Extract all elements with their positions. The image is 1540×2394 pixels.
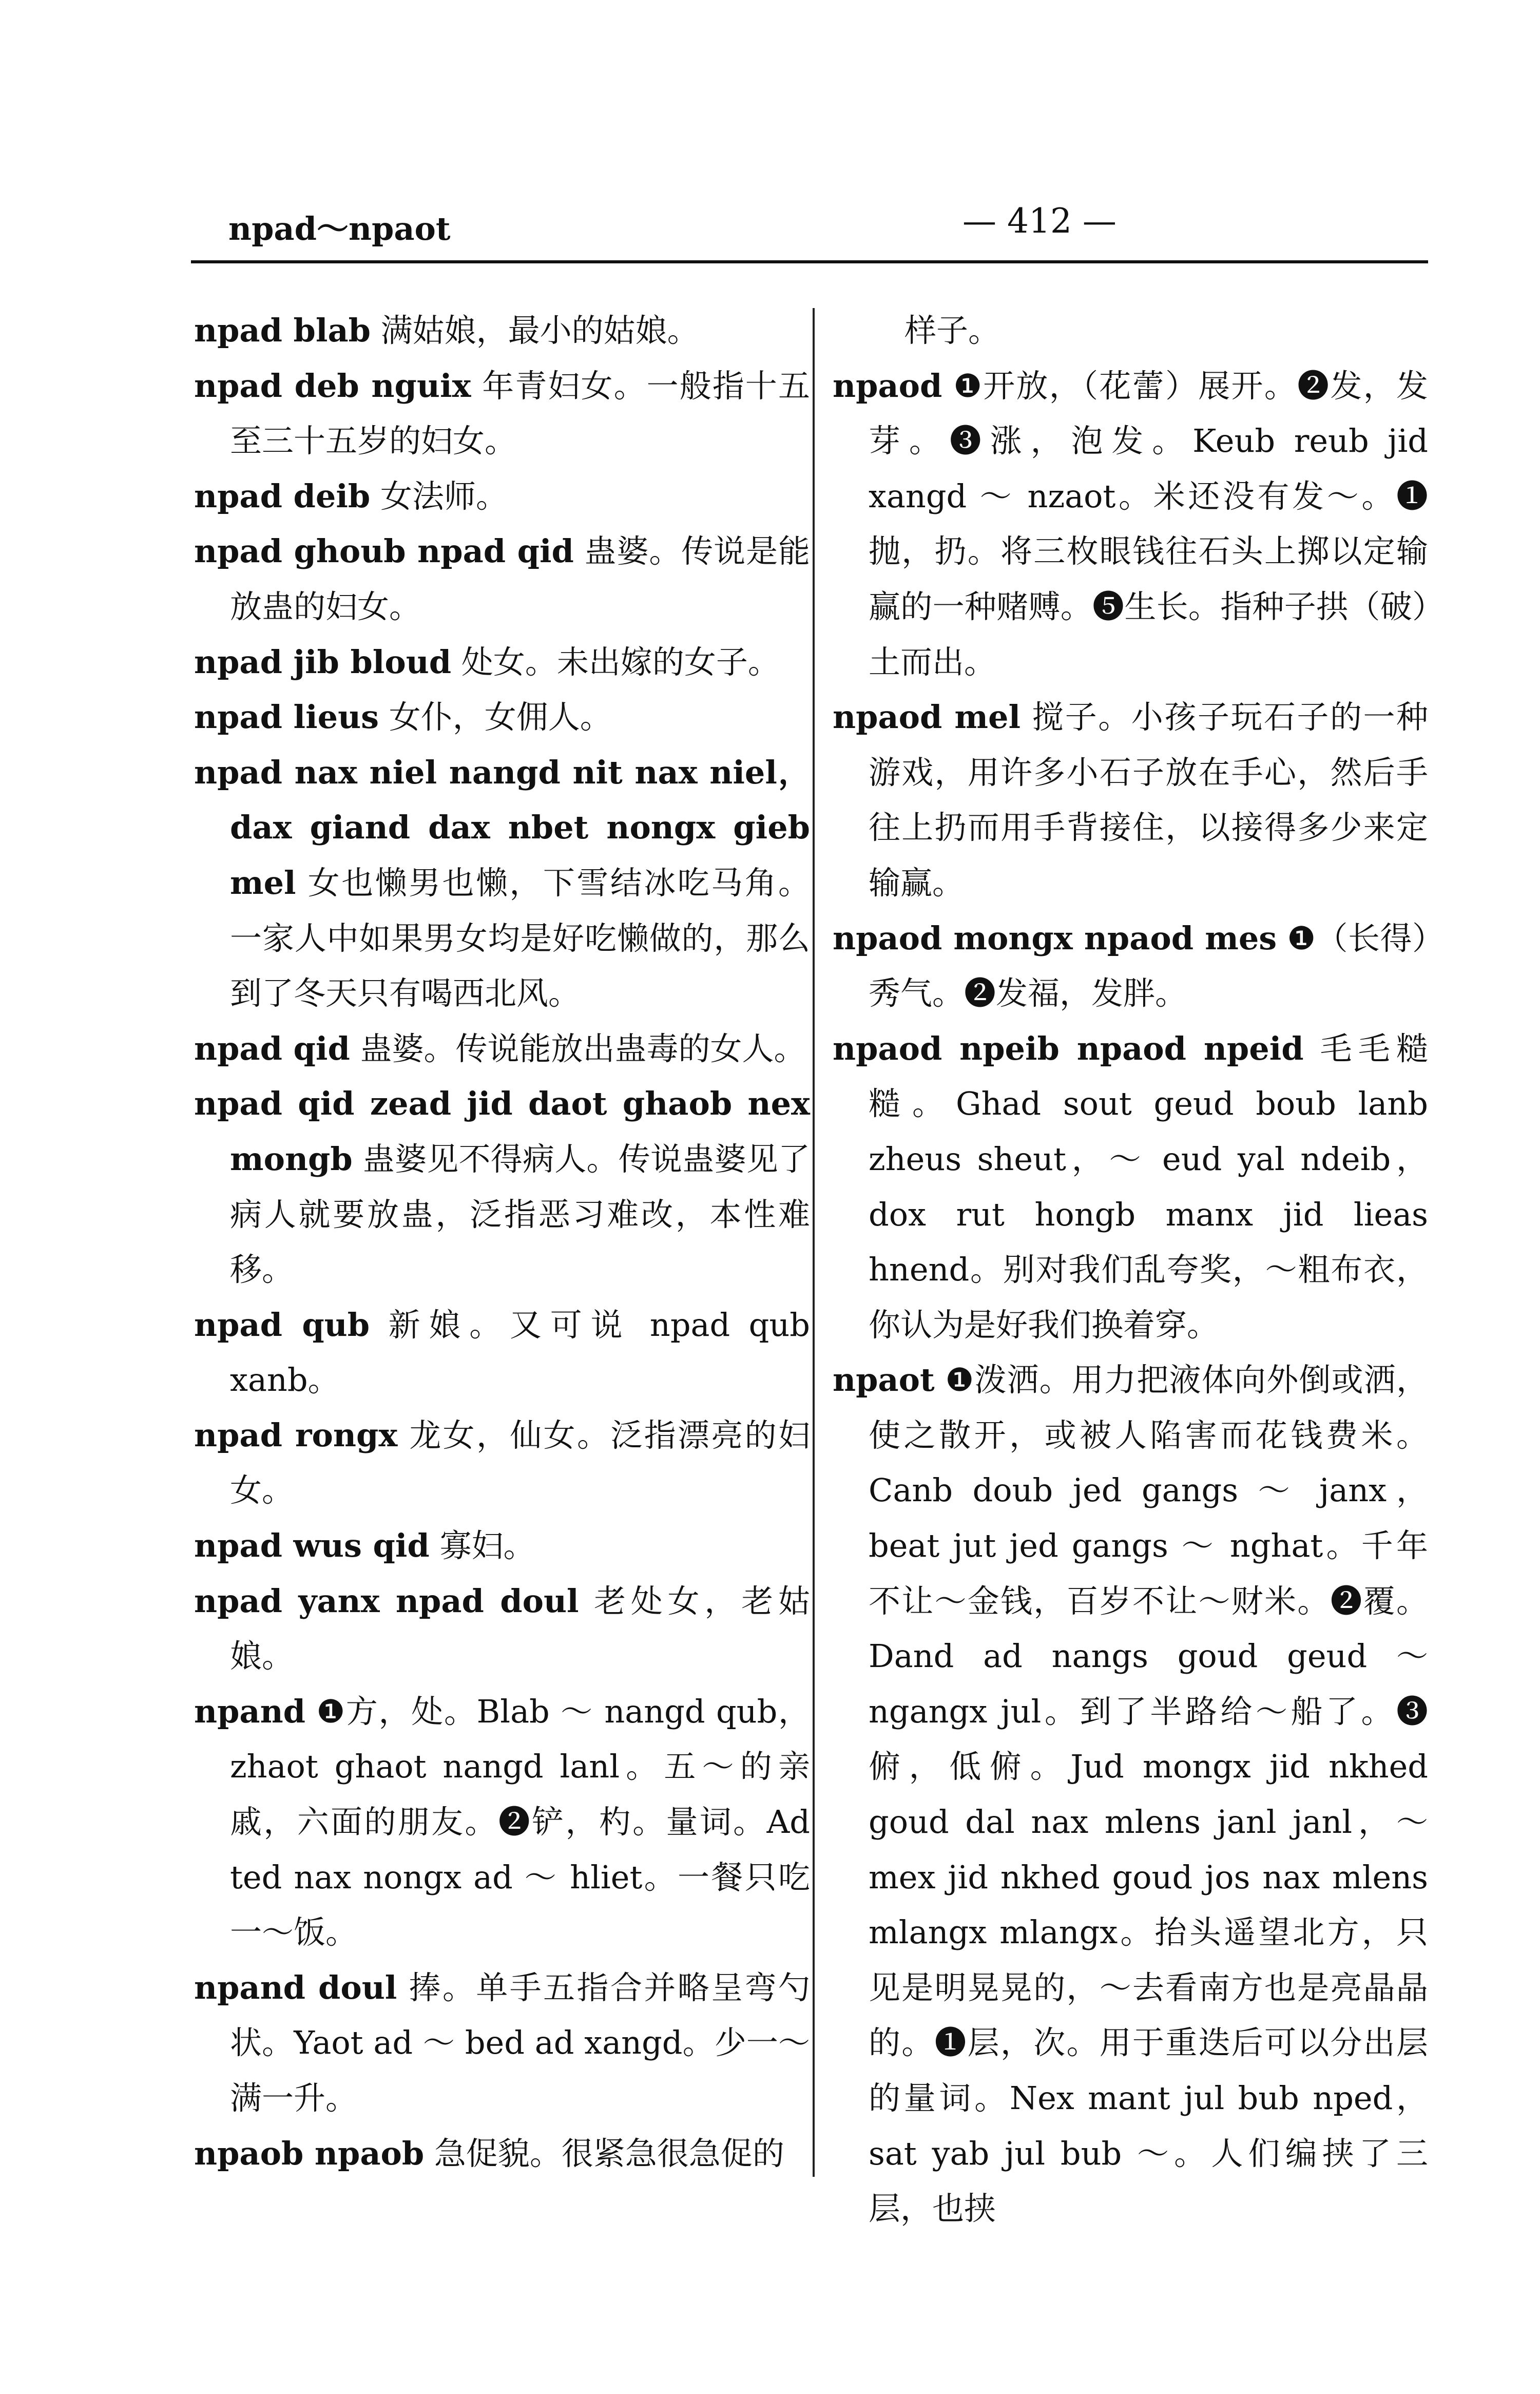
left-column (194, 303, 810, 2181)
header-rule (191, 260, 1428, 263)
dictionary-entry (194, 635, 810, 690)
headword: npad lieus (194, 698, 379, 736)
dictionary-entry (194, 524, 810, 634)
definition: ❶开放，（花蕾）展开。❷发，发芽。❸涨，泡发。Keub reub jid xangd ～ nzaot。米还没有发～。❶抛，扔。将三枚眼钱往石头上掷以定输赢的一种赌赙。❺生长。指种子拱（破）土而出。 (869, 367, 1428, 681)
headword: npad blab (194, 312, 371, 349)
definition: 样子。 (904, 312, 1000, 349)
definition: 毛毛糙糙。Ghad sout geud boub lanb zheus sheut，～ eud yal ndeib，dox rut hongb manx jid lieas hnend。别对我们乱夸奖，～粗布衣，你认为是好我们换着穿。 (869, 1029, 1428, 1344)
headword: npad deb nguix (194, 367, 471, 405)
definition: 女仆，女佣人。 (379, 698, 612, 736)
definition: 女也懒男也懒，下雪结冰吃马角。一家人中如果男女均是好吃懒做的，那么到了冬天只有喝西北风。 (230, 864, 810, 1012)
dictionary-entry (194, 690, 810, 745)
dictionary-entry (833, 690, 1428, 910)
dictionary-entry (194, 469, 810, 524)
dictionary-entry (833, 1352, 1428, 2236)
definition: 新娘。又可说 npad qub xanb。 (230, 1306, 810, 1399)
definition: 捧。单手五指合并略呈弯勺状。Yaot ad ～ bed ad xangd。少一～满一升。 (230, 1968, 811, 2117)
dictionary-entry-continuation (833, 303, 1428, 358)
dictionary-entry (194, 1021, 810, 1077)
headword: npaod npeib npaod npeid (833, 1029, 1304, 1067)
definition: 满姑娘，最小的姑娘。 (370, 312, 699, 349)
column-divider (813, 308, 815, 2177)
definition: 蛊婆。传说是能放蛊的妇女。 (230, 532, 810, 625)
dictionary-entry (194, 1574, 810, 1684)
right-column (833, 303, 1428, 2236)
definition: 年青妇女。一般指十五至三十五岁的妇女。 (230, 367, 810, 460)
dictionary-entry (194, 1518, 810, 1574)
page-number: — 412 — (962, 201, 1116, 241)
dictionary-entry (833, 1021, 1428, 1353)
definition: 女法师。 (370, 477, 508, 515)
guide-words: npad～npaot (228, 210, 451, 247)
headword: npad yanx npad doul (194, 1582, 579, 1620)
dictionary-entry (194, 358, 810, 469)
headword: npaob npaob (194, 2134, 425, 2172)
definition: 老处女，老姑娘。 (230, 1582, 810, 1675)
running-header (228, 195, 1427, 252)
dictionary-entry (194, 1408, 810, 1518)
definition: 蛊婆见不得病人。传说蛊婆见了病人就要放蛊，泛指恶习难改，本性难移。 (230, 1140, 810, 1289)
headword: npand (194, 1692, 306, 1730)
dictionary-entry (194, 1960, 810, 2126)
dictionary-entry (194, 1684, 810, 1960)
dictionary-entry (194, 1297, 810, 1408)
definition: 搅子。小孩子玩石子的一种游戏，用许多小石子放在手心，然后手往上扔而用手背接住，以接得多少来定输赢。 (869, 698, 1428, 902)
headword: npad deib (194, 477, 371, 515)
headword: npad qid (194, 1029, 350, 1067)
dictionary-entry (833, 358, 1428, 690)
definition: 龙女，仙女。泛指漂亮的妇女。 (230, 1416, 811, 1509)
dictionary-entry (833, 911, 1428, 1021)
definition: 蛊婆。传说能放出蛊毒的女人。 (350, 1029, 806, 1067)
definition: ❶（长得）秀气。❷发福，发胖。 (869, 919, 1428, 1012)
headword: npad qub (194, 1306, 370, 1344)
definition: 寡妇。 (429, 1527, 535, 1565)
definition: 处女。未出嫁的女子。 (451, 643, 780, 681)
dictionary-entry (194, 745, 810, 1021)
dictionary-entry (194, 2126, 810, 2181)
definition: ❶方，处。Blab ～ nangd qub，zhaot ghaot nangd lanl。五～的亲戚，六面的朋友。❷铲，杓。量词。Ad ted nax nongx ad ～ hliet。一餐只吃一～饭。 (230, 1692, 810, 1951)
headword: npand doul (194, 1968, 397, 2006)
dictionary-entry (194, 303, 810, 358)
headword: npad ghoub npad qid (194, 532, 574, 570)
headword: npaod mongx npaod mes (833, 919, 1277, 957)
headword: npad qid zead jid daot ghaob nex mongb (194, 1085, 810, 1178)
dictionary-entry (194, 1076, 810, 1297)
headword: npaot (833, 1361, 935, 1399)
definition: ❶泼洒。用力把液体向外倒或洒，使之散开，或被人陷害而花钱费米。Canb doub jed gangs ～ janx，beat jut jed gangs ～ nghat。千年不让～金钱，百岁不让～财米。❷覆。Dand ad nangs goud geud ～ ngangx jul。到了半路给～船了。❸俯，低俯。Jud mongx jid nkhed goud dal nax mlens janl janl，～ mex jid nkhed goud jos nax mlens mlangx mlangx。抬头遥望北方，只见是明晃晃的，～去看南方也是亮晶晶的。❶层，次。用于重迭后可以分出层的量词。Nex mant jul bub nped，sat yab jul bub ～。人们编挟了三层，也挟 (869, 1361, 1428, 2228)
headword: npad wus qid (194, 1527, 430, 1565)
headword: npad rongx (194, 1416, 398, 1454)
headword: npad jib bloud (194, 643, 452, 681)
headword: npaod (833, 367, 942, 405)
headword: npad nax niel nangd nit nax niel，dax giand dax nbet nongx gieb mel (194, 753, 810, 902)
definition: 急促貌。很紧急很急促的 (424, 2134, 784, 2172)
headword: npaod mel (833, 698, 1021, 736)
